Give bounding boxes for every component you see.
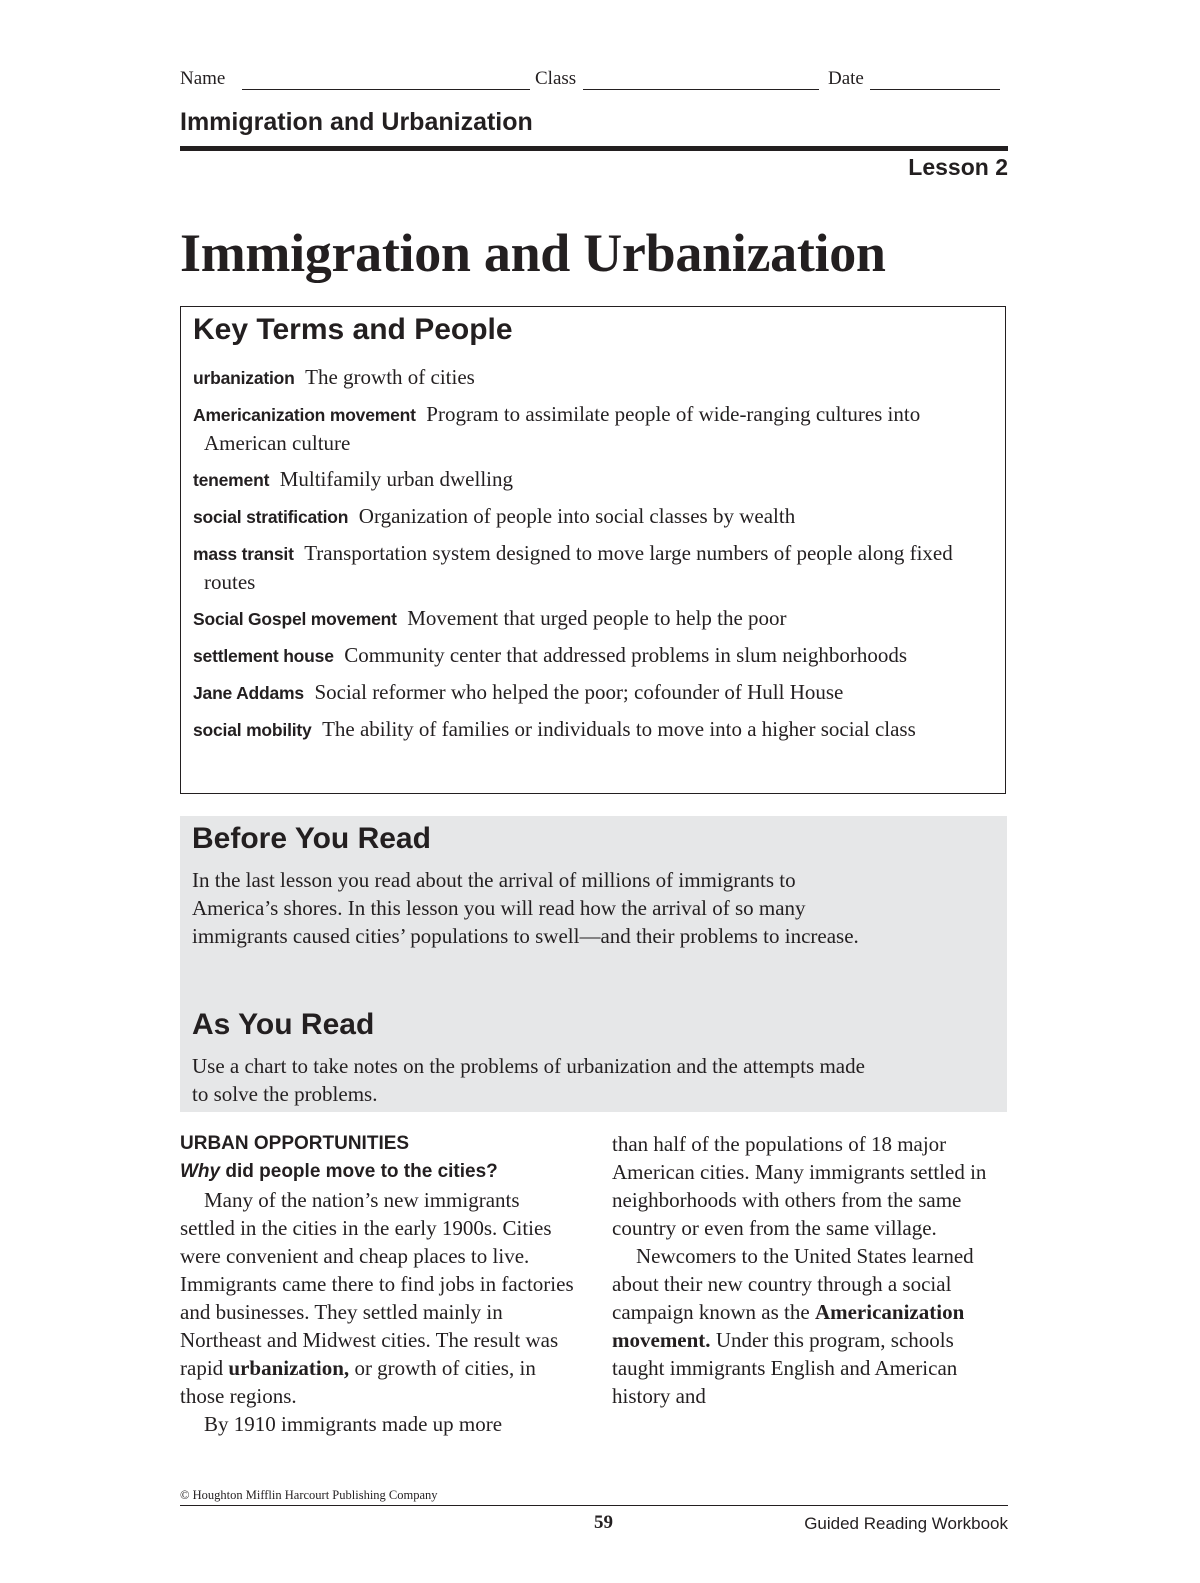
question-text: did people move to the cities? [220,1161,498,1182]
paragraph-text: or growth of cities, in those regions. [180,1356,536,1408]
question-emphasis: Why [180,1161,221,1182]
body-paragraph [612,1242,1010,1410]
body-paragraph: than half of the populations of 18 major American cities. Many immigrants settled in neighborhoods with others from the same country or even from the same village. [612,1132,987,1240]
as-you-read-heading: As You Read [192,1008,375,1041]
section-title: Immigration and Urbanization [180,108,533,136]
term-name: mass transit [193,544,294,564]
copyright-notice: © Houghton Mifflin Harcourt Publishing Company [180,1488,438,1502]
lesson-label: Lesson 2 [908,154,1008,180]
workbook-title: Guided Reading Workbook [804,1514,1008,1533]
guiding-question [180,1158,578,1186]
key-term-item [193,363,993,392]
key-terms-list [193,363,993,752]
key-term-item [193,678,993,707]
body-paragraph [180,1186,578,1410]
reading-guide-box [180,816,1007,1112]
term-definition: The ability of families or individuals to move into a higher social class [322,717,916,741]
key-term-item [193,604,993,633]
paragraph-text: Newcomers to the United States learned about their new country through a social campaign known as the [612,1244,974,1324]
term-name: Social Gospel movement [193,609,397,629]
term-definition: Multifamily urban dwelling [279,467,513,491]
student-info-row [180,66,1008,96]
term-name: urbanization [193,368,295,388]
key-term-item [193,400,993,457]
key-term-inline: Americanization movement. [612,1300,965,1352]
key-terms-heading: Key Terms and People [193,313,513,346]
before-you-read-heading: Before You Read [192,822,431,855]
name-label: Name [180,68,226,89]
body-column-right [612,1130,1010,1410]
term-definition: Program to assimilate people of wide-ranging cultures into American culture [204,402,921,455]
term-definition: Movement that urged people to help the poor [407,606,787,630]
term-name: social stratification [193,507,349,527]
key-term-inline: urbanization, [228,1356,350,1380]
term-name: tenement [193,470,270,490]
body-column-left [180,1130,578,1438]
body-paragraph: By 1910 immigrants made up more [204,1412,503,1436]
term-definition: The growth of cities [305,365,475,389]
date-line[interactable] [870,89,1000,90]
term-name: Americanization movement [193,405,416,425]
term-definition: Organization of people into social classes by wealth [358,504,796,528]
page-number: 59 [594,1512,613,1533]
key-term-item [193,502,993,531]
term-definition: Community center that addressed problems in slum neighborhoods [344,643,908,667]
term-name: settlement house [193,646,334,666]
key-term-item [193,715,993,744]
term-name: social mobility [193,720,312,740]
footer-rule [180,1505,1008,1506]
key-terms-box [180,306,1006,794]
paragraph-text: Under this program, schools taught immigrants English and American history and [612,1328,958,1408]
paragraph-text: Many of the nation’s new immigrants settled in the cities in the early 1900s. Cities were convenient and cheap places to live. Immigrants came there to find jobs in factories and businesses. They settled mainly in Northeast and Midwest cities. The result was rapid [180,1188,574,1380]
key-term-item [193,641,993,670]
class-line[interactable] [583,89,819,90]
term-definition: Social reformer who helped the poor; cofounder of Hull House [314,680,844,704]
name-line[interactable] [242,89,530,90]
key-term-item [193,539,993,596]
as-you-read-text: Use a chart to take notes on the problems of urbanization and the attempts made to solve the problems. [192,1054,865,1106]
term-definition: Transportation system designed to move large numbers of people along fixed routes [204,541,953,594]
urban-opportunities-heading: URBAN OPPORTUNITIES [180,1133,410,1154]
class-label: Class [535,68,577,89]
page-title: Immigration and Urbanization [180,223,886,283]
title-rule [180,146,1008,151]
key-term-item [193,465,993,494]
date-label: Date [828,68,864,89]
before-you-read-text: In the last lesson you read about the arrival of millions of immigrants to America’s shores. In this lesson you will read how the arrival of so many immigrants caused cities’ populations to swell—and their problems to increase. [192,868,859,948]
term-name: Jane Addams [193,683,304,703]
